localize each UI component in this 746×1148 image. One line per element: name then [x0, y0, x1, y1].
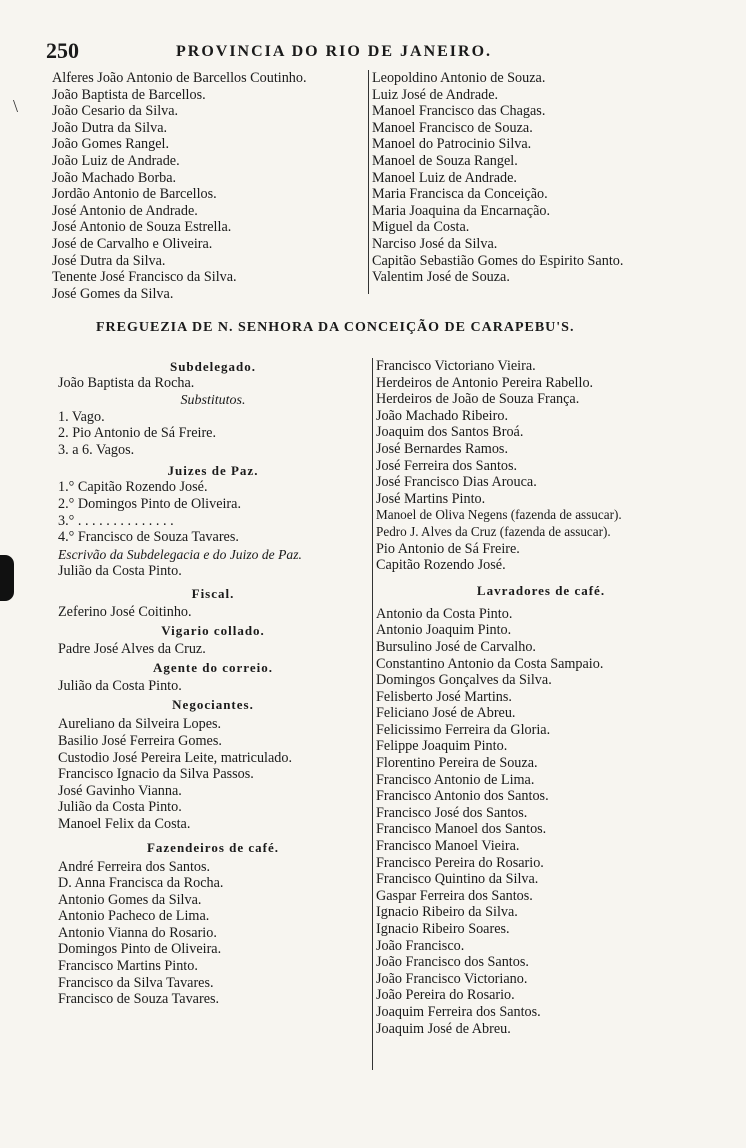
list-item: Jordão Antonio de Barcellos.	[52, 186, 217, 203]
list-item: José Bernardes Ramos.	[376, 440, 508, 457]
list-item: Manoel Felix da Costa.	[58, 815, 191, 832]
list-item: José de Carvalho e Oliveira.	[52, 235, 213, 252]
list-item: Felicissimo Ferreira da Gloria.	[376, 721, 551, 738]
list-item: Luiz José de Andrade.	[372, 86, 499, 103]
list-item: Manoel Francisco de Souza.	[372, 119, 533, 136]
subdelegado-name: João Baptista da Rocha.	[58, 375, 195, 391]
heading-escrivao: Escrivão da Subdelegacia e do Juizo de Paz.	[58, 546, 302, 562]
list-item: Joaquim Ferreira dos Santos.	[376, 1003, 541, 1020]
list-item: Antonio Joaquim Pinto.	[376, 622, 512, 639]
list-item: João Francisco.	[376, 937, 465, 954]
heading-fazendeiros: Fazendeiros de café.	[146, 839, 280, 855]
list-item: Ignacio Ribeiro da Silva.	[376, 904, 518, 921]
heading-subdelegado: Subdelegado.	[169, 359, 257, 374]
heading-juizes: Juizes de Paz.	[167, 463, 259, 479]
list-item: Gaspar Ferreira dos Santos.	[376, 887, 533, 904]
list-item: 4.° Francisco de Souza Tavares.	[58, 529, 239, 546]
list-item: José Martins Pinto.	[376, 490, 486, 507]
list-item: Manoel de Souza Rangel.	[372, 152, 518, 169]
column-divider	[368, 70, 369, 294]
list-item: Constantino Antonio da Costa Sampaio.	[376, 655, 604, 672]
fiscal-name: Zeferino José Coitinho.	[58, 604, 192, 621]
list-item: João Pereira do Rosario.	[376, 987, 515, 1004]
list-item: Francisco Pereira do Rosario.	[376, 854, 544, 871]
list-item: Felisberto José Martins.	[376, 688, 512, 705]
list-item: Florentino Pereira de Souza.	[376, 755, 538, 772]
list-item: Antonio Pacheco de Lima.	[58, 908, 210, 925]
list-item: Tenente José Francisco da Silva.	[52, 269, 237, 286]
list-item: Herdeiros de João de Souza França.	[376, 391, 580, 408]
list-item: 1.° Capitão Rozendo José.	[58, 479, 208, 496]
list-item: Antonio Vianna do Rosario.	[58, 924, 217, 941]
list-item: D. Anna Francisca da Rocha.	[58, 875, 224, 892]
page-number: 250	[46, 38, 79, 63]
list-item: João Baptista de Barcellos.	[52, 86, 206, 103]
escrivao-name: Julião da Costa Pinto.	[58, 562, 182, 579]
list-item: Francisco Martins Pinto.	[58, 958, 198, 975]
heading-negociantes: Negociantes.	[172, 697, 254, 713]
ink-blot	[0, 555, 14, 601]
list-item: Manoel Francisco das Chagas.	[372, 103, 546, 120]
list-item: Custodio José Pereira Leite, matriculado.	[58, 749, 293, 766]
list-item: Basilio José Ferreira Gomes.	[58, 732, 222, 749]
list-item: Domingos Gonçalves da Silva.	[376, 672, 552, 689]
heading-fiscal: Fiscal.	[191, 586, 235, 602]
list-item: 3. a 6. Vagos.	[58, 441, 135, 458]
list-item: João Luiz de Andrade.	[52, 152, 180, 169]
list-item: Miguel da Costa.	[372, 219, 470, 236]
list-item: Francisco Ignacio da Silva Passos.	[58, 766, 254, 783]
list-item: José Dutra da Silva.	[52, 252, 166, 269]
list-item: João Machado Borba.	[52, 169, 177, 186]
list-item: Feliciano José de Abreu.	[376, 705, 516, 722]
list-item: Maria Joaquina da Encarnação.	[372, 202, 551, 219]
list-item: Pio Antonio de Sá Freire.	[376, 540, 520, 557]
list-item: José Antonio de Andrade.	[52, 202, 198, 219]
list-item: Francisco Quintino da Silva.	[376, 871, 539, 888]
list-item: João Cesario da Silva.	[52, 103, 179, 120]
list-item: Domingos Pinto de Oliveira.	[58, 941, 222, 958]
list-item: Bursulino José de Carvalho.	[376, 638, 536, 655]
list-item: João Machado Ribeiro.	[376, 407, 508, 424]
list-item: Francisco José dos Santos.	[376, 804, 528, 821]
column-divider	[372, 358, 373, 1070]
list-item: Narciso José da Silva.	[372, 235, 498, 252]
list-item: André Ferreira dos Santos.	[58, 858, 211, 875]
list-item: José Gavinho Vianna.	[58, 782, 182, 799]
list-item: João Dutra da Silva.	[52, 119, 168, 136]
page-title: PROVINCIA DO RIO DE JANEIRO.	[176, 43, 493, 60]
list-item: Francisco Manoel dos Santos.	[376, 821, 547, 838]
list-item: Francisco Antonio dos Santos.	[376, 788, 549, 805]
page-header	[46, 38, 686, 64]
list-item: Pedro J. Alves da Cruz (fazenda de assucar).	[376, 523, 611, 539]
list-item: José Antonio de Souza Estrella.	[52, 219, 232, 236]
list-item: José Gomes da Silva.	[52, 285, 174, 302]
list-item: 2. Pio Antonio de Sá Freire.	[58, 425, 217, 442]
margin-mark: \	[13, 96, 19, 116]
list-item: Manoel do Patrocinio Silva.	[372, 136, 532, 153]
list-item: 1. Vago.	[58, 408, 105, 425]
list-item: José Francisco Dias Arouca.	[376, 474, 537, 491]
lower-right-column	[376, 358, 706, 1037]
list-item: Capitão Rozendo José.	[376, 557, 506, 574]
list-item: Felippe Joaquim Pinto.	[376, 738, 508, 755]
list-item: João Gomes Rangel.	[52, 136, 170, 153]
list-item: Leopoldino Antonio de Souza.	[372, 70, 546, 86]
list-item: Francisco Antonio de Lima.	[376, 771, 535, 788]
list-item: Herdeiros de Antonio Pereira Rabello.	[376, 374, 594, 391]
list-item: Ignacio Ribeiro Soares.	[376, 921, 510, 937]
top-left-column	[52, 70, 370, 302]
list-item: 3.° . . . . . . . . . . . . . .	[58, 512, 174, 529]
list-item: Francisco da Silva Tavares.	[58, 974, 214, 991]
heading-vigario: Vigario collado.	[161, 623, 265, 639]
list-item: Antonio da Costa Pinto.	[376, 605, 513, 622]
list-item: Francisco Victoriano Vieira.	[376, 358, 536, 374]
list-item: João Francisco Victoriano.	[376, 970, 528, 987]
list-item: Julião da Costa Pinto.	[58, 799, 182, 816]
agente-name: Julião da Costa Pinto.	[58, 678, 182, 695]
list-item: João Francisco dos Santos.	[376, 954, 529, 971]
list-item: Aureliano da Silveira Lopes.	[58, 716, 222, 733]
list-item: Manoel de Oliva Negens (fazenda de assucar).	[376, 507, 622, 523]
vigario-name: Padre José Alves da Cruz.	[58, 641, 206, 658]
list-item: Manoel Luiz de Andrade.	[372, 169, 517, 186]
list-item: Alferes João Antonio de Barcellos Coutinho.	[52, 70, 307, 86]
top-right-column	[372, 70, 702, 286]
list-item: José Ferreira dos Santos.	[376, 457, 518, 474]
heading-lavradores: Lavradores de café.	[476, 582, 606, 598]
list-item: Antonio Gomes da Silva.	[58, 891, 202, 908]
list-item: Joaquim dos Santos Broá.	[376, 424, 524, 441]
list-item: Francisco Manoel Vieira.	[376, 838, 520, 855]
heading-agente: Agente do correio.	[153, 660, 273, 676]
list-item: Maria Francisca da Conceição.	[372, 186, 548, 203]
list-item: Joaquim José de Abreu.	[376, 1020, 511, 1037]
list-item: Francisco de Souza Tavares.	[58, 991, 220, 1008]
list-item: Capitão Sebastião Gomes do Espirito Santo.	[372, 252, 624, 269]
section-title: FREGUEZIA DE N. SENHORA DA CONCEIÇÃO DE CARAPEBU'S.	[96, 320, 575, 335]
heading-substitutos: Substitutos.	[180, 392, 246, 408]
list-item: Valentim José de Souza.	[372, 269, 510, 286]
list-item: 2.° Domingos Pinto de Oliveira.	[58, 495, 242, 512]
lower-left-column	[58, 358, 368, 1008]
